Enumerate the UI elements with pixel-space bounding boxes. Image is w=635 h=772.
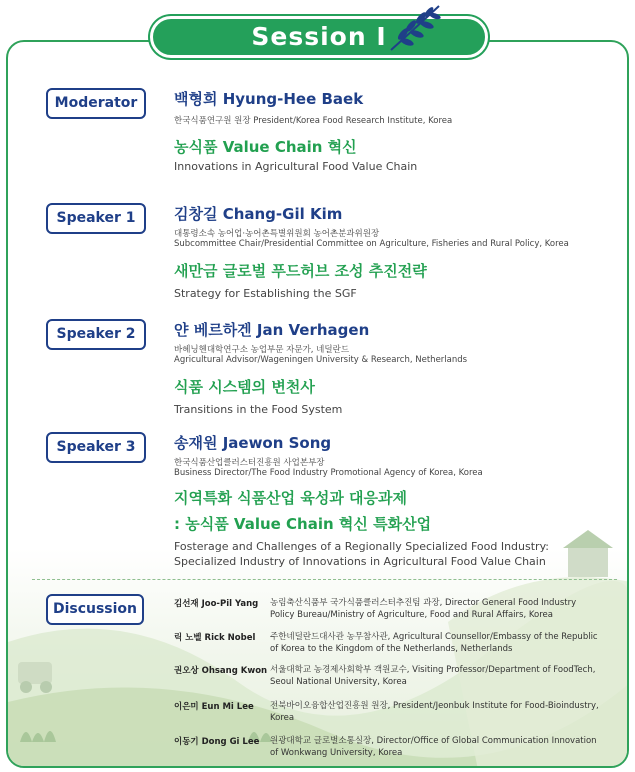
panelist-5-affiliation-line2: of Wonkwang University, Korea bbox=[270, 748, 403, 758]
speaker-2-topic-en: Transitions in the Food System bbox=[174, 403, 343, 416]
session-card bbox=[6, 40, 629, 768]
speaker-3-label: Speaker 3 bbox=[46, 432, 146, 463]
panelist-5-name: 이동기 Dong Gi Lee bbox=[174, 737, 260, 747]
panelist-3-affiliation bbox=[270, 664, 620, 688]
speaker-3-topic-ko-line2: : 농식품 Value Chain 혁신 특화산업 bbox=[174, 515, 432, 533]
leaf-branch-icon bbox=[385, 2, 445, 54]
panelist-1-affiliation-line2: Policy Bureau/Ministry of Agriculture, Food and Rural Affairs, Korea bbox=[270, 610, 553, 620]
speaker-2-topic-ko: 식품 시스템의 변천사 bbox=[174, 378, 315, 396]
panelist-4-affiliation-line2: Korea bbox=[270, 713, 295, 723]
panelist-5-affiliation-line1: 원광대학교 글로벌소통실장, Director/Office of Global Communication Innovation bbox=[270, 736, 597, 746]
speaker-1-affiliation-ko: 대통령소속 농어업·농어촌특별위원회 농어촌분과위원장 bbox=[174, 229, 380, 239]
speaker-3-affiliation-en: Business Director/The Food Industry Promotional Agency of Korea, Korea bbox=[174, 468, 483, 478]
speaker-2-affiliation-en: Agricultural Advisor/Wageningen University & Research, Netherlands bbox=[174, 355, 468, 365]
discussion-label: Discussion bbox=[46, 594, 144, 625]
panelist-2-name: 릭 노벨 Rick Nobel bbox=[174, 633, 256, 643]
session-title: Session Ⅰ bbox=[150, 16, 488, 58]
moderator-topic-en: Innovations in Agricultural Food Value Chain bbox=[174, 160, 418, 173]
panelist-4-name: 이은미 Eun Mi Lee bbox=[174, 702, 254, 712]
panelist-5-affiliation bbox=[270, 735, 620, 759]
speaker-1-label: Speaker 1 bbox=[46, 203, 146, 234]
speaker-2-name: 얀 베르하겐 Jan Verhagen bbox=[174, 321, 370, 339]
speaker-3-topic-en-line1: Fosterage and Challenges of a Regionally Specialized Food Industry: bbox=[174, 540, 549, 553]
panelist-1-affiliation-line1: 농림축산식품부 국가식품클러스터추진팀 과장, Director General Food Industry bbox=[270, 598, 577, 608]
panelist-2-affiliation bbox=[270, 631, 620, 655]
speaker-1-topic-en: Strategy for Establishing the SGF bbox=[174, 287, 357, 300]
panelist-3-affiliation-line2: Seoul National University, Korea bbox=[270, 677, 407, 687]
moderator-label: Moderator bbox=[46, 88, 146, 119]
moderator-name: 백형희 Hyung-Hee Baek bbox=[174, 90, 364, 108]
discussion-divider bbox=[32, 579, 617, 580]
speaker-3-topic-ko-line1: 지역특화 식품산업 육성과 대응과제 bbox=[174, 489, 408, 507]
speaker-1-name: 김창길 Chang-Gil Kim bbox=[174, 205, 343, 223]
moderator-affiliation: 한국식품연구원 원장 President/Korea Food Research Institute, Korea bbox=[174, 116, 453, 126]
panelist-3-affiliation-line1: 서울대학교 농경제사회학부 객원교수, Visiting Professor/Department of FoodTech, bbox=[270, 665, 596, 675]
speaker-3-affiliation-ko: 한국식품산업클러스터진흥원 사업본부장 bbox=[174, 458, 325, 468]
moderator-topic-ko: 농식품 Value Chain 혁신 bbox=[174, 138, 357, 156]
panelist-1-name: 김선재 Joo-Pil Yang bbox=[174, 599, 259, 609]
speaker-2-label: Speaker 2 bbox=[46, 319, 146, 350]
speaker-2-affiliation-ko: 바헤닝헨대학연구소 농업부문 자문가, 네덜란드 bbox=[174, 345, 350, 355]
panelist-3-name: 권오상 Ohsang Kwon bbox=[174, 666, 268, 676]
speaker-3-name: 송재원 Jaewon Song bbox=[174, 434, 332, 452]
panelist-1-affiliation bbox=[270, 597, 620, 621]
speaker-3-topic-en-line2: Specialized Industry of Innovations in Agricultural Food Value Chain bbox=[174, 555, 546, 568]
panelist-2-affiliation-line1: 주한네덜란드대사관 농무참사관, Agricultural Counsellor/Embassy of the Republic bbox=[270, 632, 598, 642]
panelist-4-affiliation bbox=[270, 700, 620, 724]
speaker-1-topic-ko: 새만금 글로벌 푸드허브 조성 추진전략 bbox=[174, 262, 427, 280]
panelist-4-affiliation-line1: 전북바이오융합산업진흥원 원장, President/Jeonbuk Institute for Food-Bioindustry, bbox=[270, 701, 599, 711]
speaker-1-affiliation-en: Subcommittee Chair/Presidential Committee on Agriculture, Fisheries and Rural Policy, Korea bbox=[174, 239, 569, 249]
panelist-2-affiliation-line2: of Korea to the Kingdom of the Netherlands, Netherlands bbox=[270, 644, 513, 654]
